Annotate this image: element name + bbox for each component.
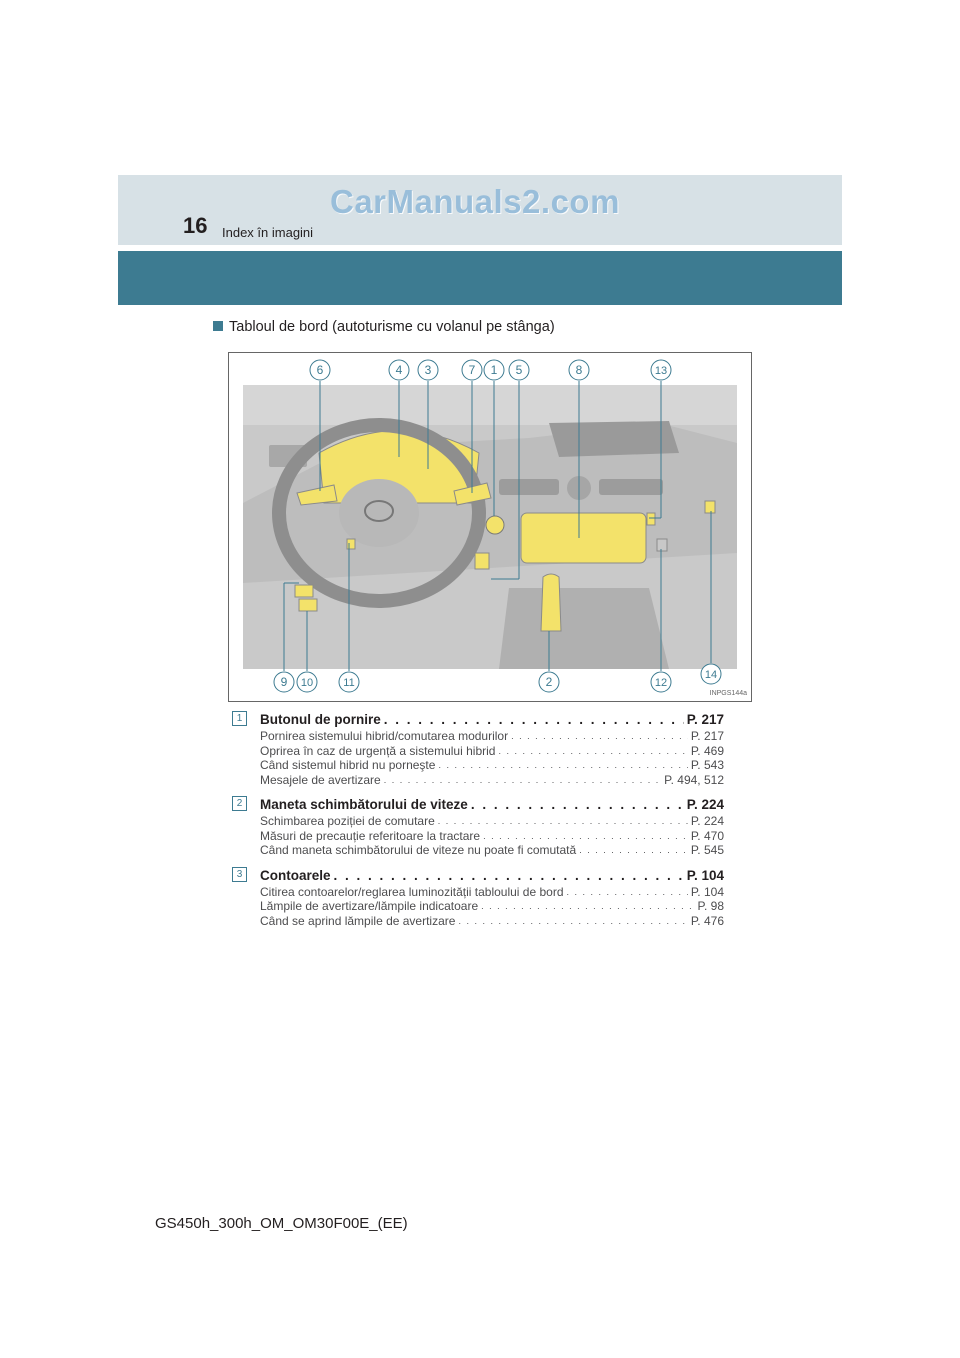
page-reference[interactable]: P. 545 xyxy=(690,843,724,857)
sub-entry-label: Când sistemul hibrid nu porneşte xyxy=(260,758,436,772)
callout-label: 11 xyxy=(343,677,355,689)
sub-entry-label: Pornirea sistemului hibrid/comutarea modurilor xyxy=(260,729,509,743)
callout-label: 1 xyxy=(490,363,498,377)
page-reference[interactable]: P. 224 xyxy=(690,814,724,828)
sub-entry xyxy=(260,899,724,914)
page-reference[interactable]: P. 543 xyxy=(690,758,724,772)
callout-label: 2 xyxy=(545,675,553,689)
sub-entry xyxy=(260,885,724,900)
callout-13 xyxy=(651,360,671,380)
callout-label: 5 xyxy=(515,363,523,377)
dashboard-figure xyxy=(228,352,752,702)
page-reference[interactable]: P. 217 xyxy=(686,712,724,727)
sub-entry xyxy=(260,744,724,759)
sub-entry xyxy=(260,843,724,858)
entry-number: 1 xyxy=(232,711,247,726)
callout-4 xyxy=(389,360,409,380)
callout-label: 10 xyxy=(300,677,314,689)
leader-dots xyxy=(567,885,688,900)
callout-11 xyxy=(339,672,359,692)
page-reference[interactable]: P. 224 xyxy=(686,797,724,812)
callout-label: 9 xyxy=(280,675,288,689)
entry-heading xyxy=(260,710,724,729)
entry-heading xyxy=(260,795,724,814)
bullet-square-icon xyxy=(213,321,223,331)
callout-1 xyxy=(484,360,504,380)
entry-number: 3 xyxy=(232,867,247,882)
callout-8 xyxy=(569,360,589,380)
sub-entry xyxy=(260,914,724,929)
entry-start-button xyxy=(232,710,724,787)
callout-7 xyxy=(462,360,482,380)
sub-heading-text: Tabloul de bord (autoturisme cu volanul pe stânga) xyxy=(229,319,555,335)
sub-entry xyxy=(260,758,724,773)
callout-2 xyxy=(539,672,559,692)
callout-label: 14 xyxy=(704,669,718,681)
sub-entry-label: Când se aprind lămpile de avertizare xyxy=(260,913,456,928)
entry-label: Contoarele xyxy=(260,867,331,883)
page-reference[interactable]: P. 469 xyxy=(690,743,724,758)
leader-dots xyxy=(384,773,661,788)
page-reference[interactable]: P. 104 xyxy=(686,867,724,883)
callout-markers xyxy=(229,353,751,701)
sub-entry xyxy=(260,814,724,829)
sub-entry-label: Citirea contoarelor/reglarea luminozității tabloului de bord xyxy=(260,884,564,899)
sub-entry-label: Măsuri de precauție referitoare la tractare xyxy=(260,828,481,843)
callout-label: 3 xyxy=(424,363,432,377)
sub-entry-label: Când maneta schimbătorului de viteze nu poate fi comutată xyxy=(260,843,577,857)
header-color-bar xyxy=(118,251,842,305)
sub-entry-label: Oprirea în caz de urgență a sistemului hibrid xyxy=(260,743,496,758)
callout-label: 7 xyxy=(468,363,476,377)
sub-entry-label: Mesajele de avertizare xyxy=(260,772,381,787)
callout-6 xyxy=(310,360,330,380)
sub-entry-label: Schimbarea poziției de comutare xyxy=(260,814,435,828)
callout-5 xyxy=(509,360,529,380)
watermark: CarManuals2.com xyxy=(330,183,620,220)
callout-label: 12 xyxy=(654,677,668,689)
page-reference[interactable]: P. 476 xyxy=(690,913,724,928)
leader-dots xyxy=(498,744,687,759)
leader-dots xyxy=(438,814,688,829)
page-number: 16 xyxy=(183,213,208,238)
leader-dots xyxy=(511,729,688,744)
leader-dots xyxy=(438,758,687,773)
entry-label: Maneta schimbătorului de viteze xyxy=(260,797,468,812)
callout-3 xyxy=(418,360,438,380)
leader-dots xyxy=(483,829,688,844)
leader-dots xyxy=(384,710,684,729)
callout-14 xyxy=(701,664,721,684)
sub-entry-label: Lămpile de avertizare/lămpile indicatoare xyxy=(260,899,479,913)
page-reference[interactable]: P. 98 xyxy=(697,899,724,913)
leader-dots xyxy=(334,866,684,885)
leader-dots xyxy=(481,899,694,914)
leader-dots xyxy=(458,914,687,929)
entry-meters xyxy=(232,866,724,929)
callout-label: 4 xyxy=(395,363,403,377)
index-entries xyxy=(232,710,724,936)
sub-entry xyxy=(260,829,724,844)
page-reference[interactable]: P. 217 xyxy=(690,729,724,743)
sub-entry xyxy=(260,729,724,744)
entry-shift-lever xyxy=(232,795,724,858)
callout-10 xyxy=(297,672,317,692)
section-title: Index în imagini xyxy=(222,225,314,240)
page-reference[interactable]: P. 494, 512 xyxy=(664,772,724,787)
leader-dots xyxy=(579,843,688,858)
entry-label: Butonul de pornire xyxy=(260,712,381,727)
sub-entry xyxy=(260,773,724,788)
entry-number: 2 xyxy=(232,796,247,811)
callout-label: 6 xyxy=(316,363,324,377)
entry-heading xyxy=(260,866,724,885)
leader-dots xyxy=(471,795,684,814)
page-reference[interactable]: P. 104 xyxy=(690,884,724,899)
callout-label: 13 xyxy=(654,365,668,377)
figure-code: INPGS144a xyxy=(709,690,747,697)
callout-label: 8 xyxy=(575,363,583,377)
callout-9 xyxy=(274,672,294,692)
sub-heading xyxy=(213,319,555,335)
page-reference[interactable]: P. 470 xyxy=(690,828,724,843)
document-footer: GS450h_300h_OM_OM30F00E_(EE) xyxy=(155,1215,408,1232)
callout-12 xyxy=(651,672,671,692)
